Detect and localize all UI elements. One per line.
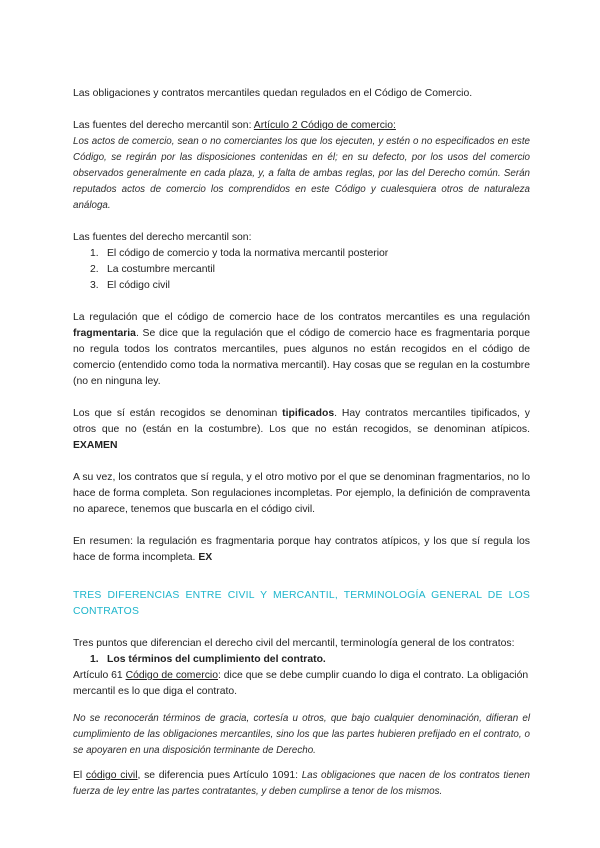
regulacion-text-b: . Se dice que la regulación que el código de comercio hace es fragmentaria porque no regula todos los contratos mercantiles, pues algunos no están recogidos en el código de comercio (entendido como toda la normativa mercantil). Hay cosas que se regulan en la costumbre (no en ninguna ley. [73,328,530,387]
ex-mark: EX [198,552,213,563]
codigo-civil-link[interactable]: código civil [85,770,138,781]
list-number: 3. [90,280,99,291]
section-heading: TRES DIFERENCIAS ENTRE CIVIL Y MERCANTIL, TERMINOLOGÍA GENERAL DE LOS CONTRATOS [73,590,530,617]
intro-paragraph: Las obligaciones y contratos mercantiles quedan regulados en el Código de Comercio. [73,88,473,99]
civil-text-b: , se diferencia pues Artículo 1091: [137,770,302,781]
articulo-61-text-a: Artículo 61 [73,670,126,681]
examen-mark: EXAMEN [73,440,118,451]
articulo-61-text-b: : dice que se debe cumplir cuando lo diga el contrato. La obligación mercantil es lo que diga el contrato. [73,670,529,697]
articulo-2-link[interactable]: Artículo 2 Código de comercio: [253,120,396,131]
list-item [73,262,530,278]
resumen-text: En resumen: la regulación es fragmentaria porque hay contratos atípicos, y los que sí regula los hace de forma incompleta. [73,536,530,563]
resumen-paragraph [73,534,530,566]
codigo-civil-paragraph [73,768,530,800]
tipificados-text-b: . Hay contratos mercantiles tipificados, y otros que no (están en la costumbre). Los que no están recogidos, se denominan atípicos. [73,408,530,435]
list-text: Los términos del cumplimiento del contrato. [107,654,326,665]
list-text: La costumbre mercantil [107,264,215,275]
list-number: 1. [90,248,99,259]
list-item [73,652,530,668]
list-item [73,278,530,294]
articulo-61-paragraph [73,668,530,700]
tipificados-bold: tipificados [282,408,335,419]
list-number: 1. [90,654,99,665]
tipificados-paragraph [73,406,530,454]
fuentes-lead: Las fuentes del derecho mercantil son: [73,120,254,131]
articulo-61-quote: No se reconocerán términos de gracia, cortesía u otros, que bajo cualquier denominación, difieran el cumplimiento de las obligaciones mercantiles, sino los que las partes hubieren prefijado en el contrato, o se apoyaren en una disposición terminante de Derecho. [73,713,530,756]
articulo-1091-quote: Las obligaciones que nacen de los contratos tienen fuerza de ley entre las partes contratantes, y deben cumplirse a tenor de los mismos. [73,770,531,797]
fuentes-section-1 [73,118,530,214]
fuentes-list [73,246,530,294]
codigo-comercio-link[interactable]: Código de comercio [125,670,218,681]
list-text: El código civil [107,280,170,291]
diferencias-list [73,652,530,668]
regulacion-paragraph [73,310,530,390]
list-text: El código de comercio y toda la normativa mercantil posterior [107,248,389,259]
civil-text-a: El [73,770,86,781]
regulacion-text-a: La regulación que el código de comercio hace de los contratos mercantiles es una regulación [73,312,530,323]
fuentes-section-2 [73,230,530,294]
a-su-vez-paragraph: A su vez, los contratos que sí regula, y el otro motivo por el que se denominan fragmentarios, no lo hace de forma completa. Son regulaciones incompletas. Por ejemplo, la definición de compraventa no aparece, tenemos que buscarla en el código civil. [73,472,530,515]
list-number: 2. [90,264,99,275]
fuentes-list-lead: Las fuentes del derecho mercantil son: [73,232,252,243]
fragmentaria-bold: fragmentaria [73,328,136,339]
tipificados-text-a: Los que sí están recogidos se denominan [73,408,283,419]
tres-puntos-paragraph: Tres puntos que diferencian el derecho civil del mercantil, terminología general de los contratos: [73,638,515,649]
fuentes-lead-line [73,118,530,134]
articulo-2-quote: Los actos de comercio, sean o no comerciantes los que los ejecuten, y estén o no especificados en este Código, se regirán por las disposiciones contenidas en él; en su defecto, por los usos del comercio observados generalmente en cada plaza, y, a falta de ambas reglas, por las del Derecho común. Serán reputados actos de comercio los comprendidos en este Código y cualesquiera otros de naturaleza análoga. [73,136,530,211]
list-item [73,246,530,262]
